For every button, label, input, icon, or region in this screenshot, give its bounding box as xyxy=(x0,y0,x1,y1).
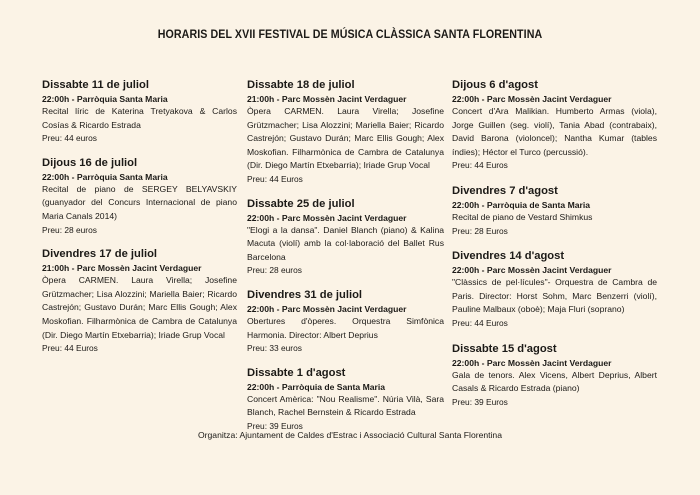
event-price: Preu: 44 Euros xyxy=(247,173,303,184)
event-price: Preu: 28 euros xyxy=(247,265,302,276)
event-time-place: 22:00h - Parròquia de Santa Maria xyxy=(247,381,386,392)
event-time-place: 21:00h - Parc Mossèn Jacint Verdaguer xyxy=(42,263,202,274)
event-time-place: 22:00h - Parròquia Santa Maria xyxy=(42,171,168,182)
event-description: Recital de piano de SERGEY BELYAVSKIY (guanyador del Concurs Internacional de piano Maria Canals 2014) xyxy=(42,183,237,221)
event-entry xyxy=(247,197,444,278)
event-day: Dissabte 25 de juliol xyxy=(247,197,355,210)
event-price: Preu: 28 euros xyxy=(42,224,97,235)
event-entry xyxy=(42,247,237,356)
event-price: Preu: 44 euros xyxy=(42,133,97,144)
event-time-place: 22:00h - Parròquia Santa Maria xyxy=(42,94,168,104)
event-day: Divendres 17 de juliol xyxy=(42,248,158,261)
event-day: Dissabte 15 d'agost xyxy=(452,342,557,355)
event-time-place: 22:00h - Parc Mossèn Jacint Verdaguer xyxy=(452,94,612,104)
page-title: HORARIS DEL XVII FESTIVAL DE MÚSICA CLÀSSICA SANTA FLORENTINA xyxy=(157,27,543,41)
schedule-column-3 xyxy=(452,78,657,420)
event-description: Recital de piano de Vestard Shimkus xyxy=(452,211,593,222)
event-time-place: 22:00h - Parc Mossèn Jacint Verdaguer xyxy=(247,212,407,223)
event-price: Preu: 39 Euros xyxy=(452,396,508,407)
schedule-column-1 xyxy=(42,78,237,366)
event-entry xyxy=(247,288,444,356)
event-entry xyxy=(42,156,237,237)
event-entry xyxy=(42,78,237,146)
event-day: Divendres 31 de juliol xyxy=(247,288,363,301)
event-description: Obertures d'òperes. Orquestra Simfònica Harmonia. Director: Albert Deprius xyxy=(247,315,444,340)
event-price: Preu: 44 Euros xyxy=(42,343,98,354)
event-time-place: 22:00h - Parròquia de Santa Maria xyxy=(452,199,591,210)
event-day: Dissabte 11 de juliol xyxy=(42,79,149,91)
event-entry xyxy=(452,342,657,410)
event-entry xyxy=(452,78,657,173)
event-price: Preu: 33 euros xyxy=(247,343,302,354)
event-description: Òpera CARMEN. Laura Virella; Josefine Grützmacher; Lisa Alozzini; Mariella Baier; Ricardo Castrejón; Gustavo Durán; Marc Ellis Gough; Alex Moskofian. Filharmònica de Cambra de Catalunya (Dir. Diego Martín Etxebarria); Iriade Grup Vocal xyxy=(247,106,444,171)
event-entry xyxy=(452,184,657,238)
event-description: Gala de tenors. Alex Vicens, Albert Deprius, Albert Casals & Ricardo Estrada (piano) xyxy=(452,369,657,394)
organizer-footer: Organitza: Ajuntament de Caldes d'Estrac i Associació Cultural Santa Florentina xyxy=(197,430,502,440)
event-day: Dissabte 1 d'agost xyxy=(247,366,346,379)
event-price: Preu: 44 Euros xyxy=(452,317,508,328)
event-description: Concert d'Ara Malikian. Humberto Armas (viola), Jorge Guillen (seg. violí), Tania Abad (contrabaix), David Barona (violoncel); Nantha Kumar (tables índies); Héctor el Turco (percussió). xyxy=(452,106,657,157)
event-price: Preu: 44 Euros xyxy=(452,160,508,171)
event-day: Divendres 7 d'agost xyxy=(452,184,558,197)
event-entry xyxy=(247,78,444,187)
event-entry xyxy=(452,249,657,330)
event-entry xyxy=(247,366,444,434)
event-price: Preu: 39 Euros xyxy=(247,420,303,431)
event-price: Preu: 28 Euros xyxy=(452,225,508,236)
schedule-column-2 xyxy=(247,78,444,444)
event-description: "Clàssics de pel·lícules"- Orquestra de Cambra de Paris. Director: Horst Sohm, Marc Benzerri (violí), Pauline Malbaux (oboè); Maja Fluri (soprano) xyxy=(452,277,657,315)
event-day: Dijous 6 d'agost xyxy=(452,79,538,91)
event-description: Concert Amèrica: "Nou Realisme". Núria Vilà, Sara Blanch, Rachel Bernstein & Ricardo Estrada xyxy=(247,393,444,418)
event-time-place: 22:00h - Parc Mossèn Jacint Verdaguer xyxy=(452,357,612,368)
event-description: Òpera CARMEN. Laura Virella; Josefine Grützmacher; Lisa Alozzini; Mariella Baier; Ricardo Castrejón; Gustavo Durán; Marc Ellis Gough; Alex Moskofian. Filharmònica de Cambra de Catalunya (Dir. Diego Martín Etxebarria); Iriade Grup Vocal xyxy=(42,275,237,340)
event-description: "Elogi a la dansa". Daniel Blanch (piano) & Kalina Macuta (violí) amb la col·laboració del Ballet Rus Barcelona xyxy=(247,224,444,262)
event-time-place: 22:00h - Parc Mossèn Jacint Verdaguer xyxy=(247,303,407,314)
event-time-place: 21:00h - Parc Mossèn Jacint Verdaguer xyxy=(247,94,407,104)
event-time-place: 22:00h - Parc Mossèn Jacint Verdaguer xyxy=(452,265,612,276)
event-day: Divendres 14 d'agost xyxy=(452,250,565,263)
event-day: Dijous 16 de juliol xyxy=(42,156,138,169)
event-description: Recital líric de Katerina Tretyakova & Carlos Cosías & Ricardo Estrada xyxy=(42,106,237,130)
event-day: Dissabte 18 de juliol xyxy=(247,79,355,91)
